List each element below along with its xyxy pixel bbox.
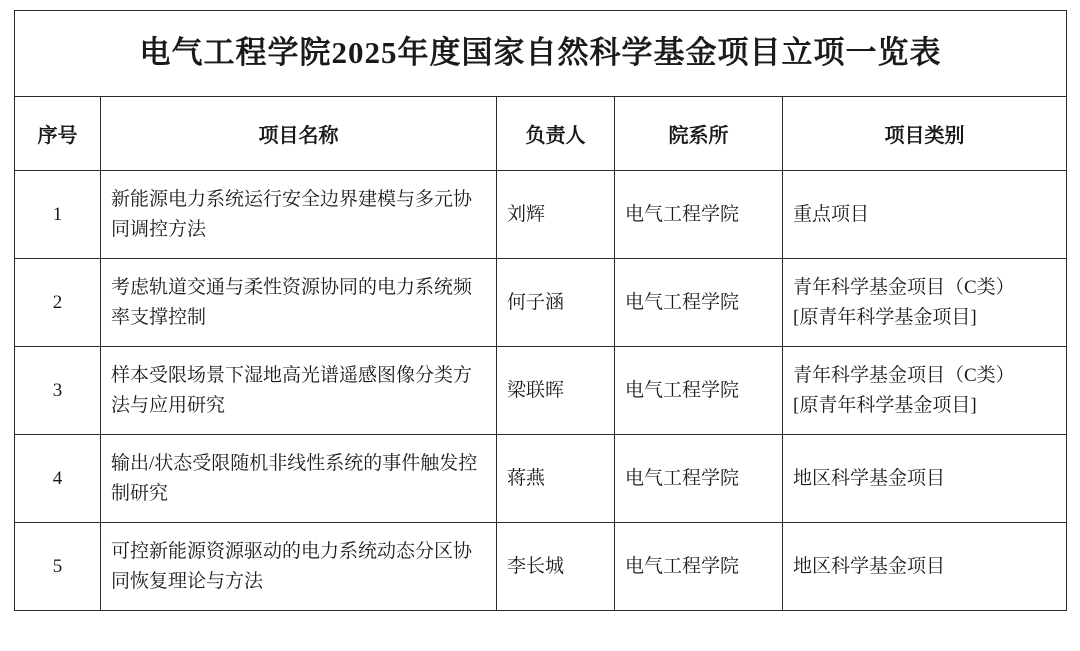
project-leader: 李长城 <box>497 523 615 611</box>
project-type-line1: 地区科学基金项目 <box>793 555 946 577</box>
project-name: 输出/状态受限随机非线性系统的事件触发控制研究 <box>101 435 497 523</box>
project-name: 新能源电力系统运行安全边界建模与多元协同调控方法 <box>101 171 497 259</box>
project-department: 电气工程学院 <box>615 347 783 435</box>
row-number: 5 <box>15 523 101 611</box>
project-department: 电气工程学院 <box>615 259 783 347</box>
title-row <box>15 11 1067 97</box>
project-type-line1: 青年科学基金项目（C类） <box>793 277 1015 299</box>
project-department: 电气工程学院 <box>615 523 783 611</box>
row-number: 1 <box>15 171 101 259</box>
table-row <box>15 523 1067 611</box>
project-type-line1: 青年科学基金项目（C类） <box>793 365 1015 387</box>
column-header-dept: 院系所 <box>615 97 783 171</box>
table-row <box>15 171 1067 259</box>
row-number: 2 <box>15 259 101 347</box>
column-header-leader: 负责人 <box>497 97 615 171</box>
project-type <box>783 259 1067 347</box>
project-type <box>783 347 1067 435</box>
table-row <box>15 347 1067 435</box>
column-header-name: 项目名称 <box>101 97 497 171</box>
project-leader: 梁联晖 <box>497 347 615 435</box>
column-header-no: 序号 <box>15 97 101 171</box>
row-number: 3 <box>15 347 101 435</box>
project-leader: 蒋燕 <box>497 435 615 523</box>
page-title: 电气工程学院2025年度国家自然科学基金项目立项一览表 <box>15 11 1067 97</box>
table-header-row <box>15 97 1067 171</box>
project-type-line1: 重点项目 <box>793 203 870 225</box>
project-type-line2: [原青年科学基金项目] <box>793 306 977 328</box>
project-list-table <box>14 10 1067 611</box>
column-header-type: 项目类别 <box>783 97 1067 171</box>
project-type <box>783 171 1067 259</box>
project-department: 电气工程学院 <box>615 435 783 523</box>
project-leader: 何子涵 <box>497 259 615 347</box>
project-name: 考虑轨道交通与柔性资源协同的电力系统频率支撑控制 <box>101 259 497 347</box>
project-type-line1: 地区科学基金项目 <box>793 467 946 489</box>
table-row <box>15 435 1067 523</box>
project-name: 样本受限场景下湿地高光谱遥感图像分类方法与应用研究 <box>101 347 497 435</box>
project-leader: 刘辉 <box>497 171 615 259</box>
project-name: 可控新能源资源驱动的电力系统动态分区协同恢复理论与方法 <box>101 523 497 611</box>
row-number: 4 <box>15 435 101 523</box>
project-department: 电气工程学院 <box>615 171 783 259</box>
table-row <box>15 259 1067 347</box>
project-type-line2: [原青年科学基金项目] <box>793 394 977 416</box>
project-type <box>783 523 1067 611</box>
project-type <box>783 435 1067 523</box>
